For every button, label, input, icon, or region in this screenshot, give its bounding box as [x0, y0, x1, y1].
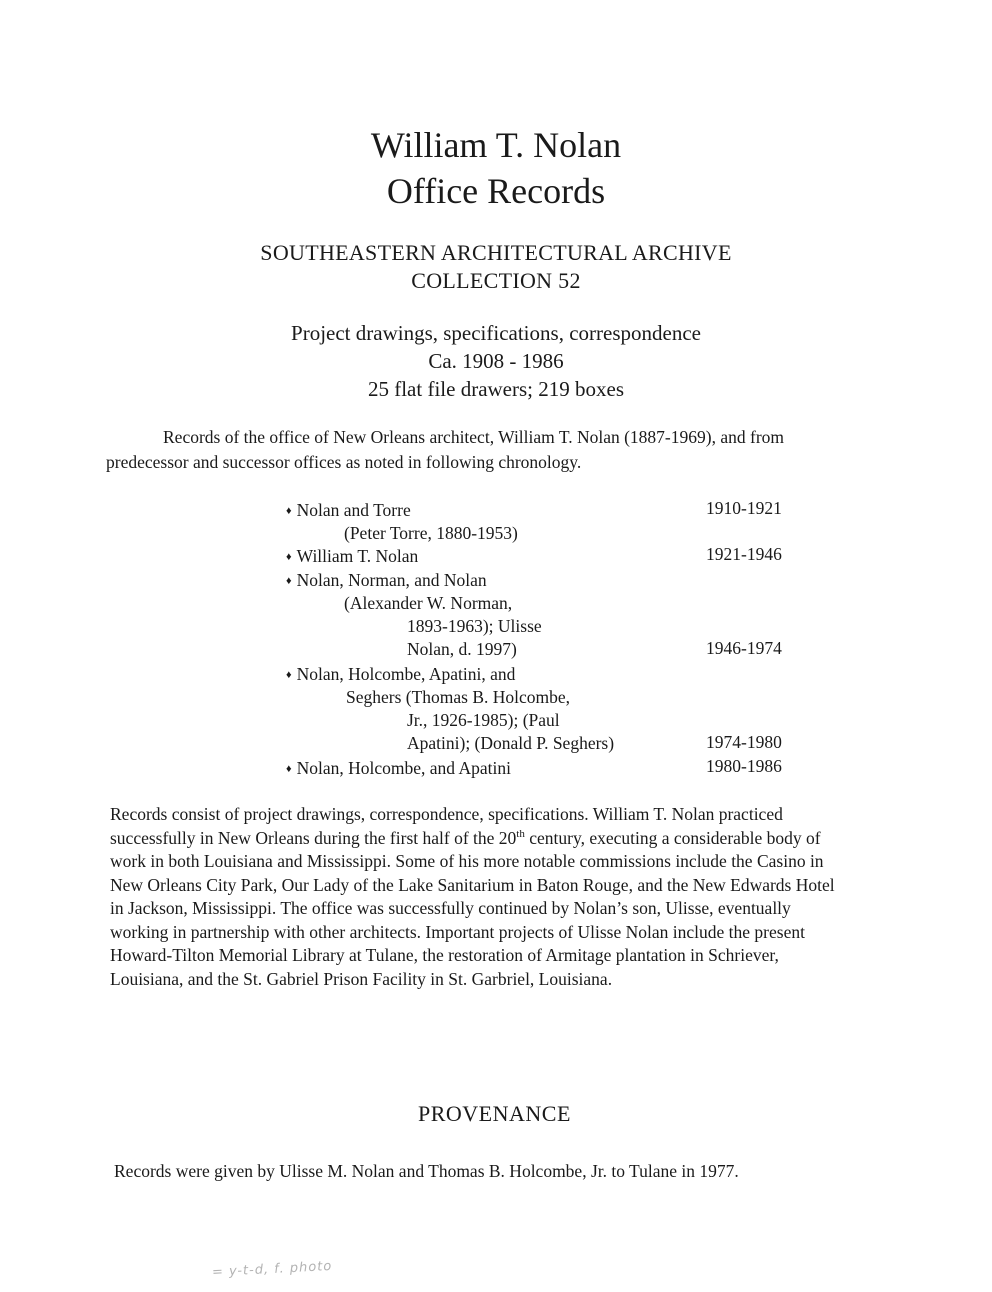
document-title-line-1: William T. Nolan [370, 125, 622, 165]
description-line: successfully in New Orleans during the first half of the 20th century, executing a considerable body of [110, 827, 821, 848]
collection-contents: Project drawings, specifications, correspondence [291, 321, 701, 345]
handwritten-note: = y-t-d, f. photo [211, 1258, 333, 1281]
collection-number: COLLECTION 52 [411, 268, 581, 293]
diamond-bullet-icon: ♦ [286, 551, 292, 563]
diamond-bullet-icon: ♦ [286, 669, 292, 681]
diamond-bullet-icon: ♦ [286, 763, 292, 775]
firm-years: 1910-1921 [706, 498, 782, 518]
description-line: in Jackson, Mississippi. The office was successfully continued by Nolan’s son, Ulisse, eventually [110, 898, 791, 918]
description-line: work in both Louisiana and Mississippi. Some of his more notable commissions include the Casino in [110, 851, 824, 871]
superscript-th: th [516, 827, 525, 840]
provenance-text: Records were given by Ulisse M. Nolan and Thomas B. Holcombe, Jr. to Tulane in 1977. [114, 1161, 739, 1181]
firm-name: Nolan, Holcombe, and Apatini [296, 758, 511, 778]
firm-years: 1946-1974 [706, 638, 782, 658]
firm-years: 1980-1986 [706, 756, 782, 776]
description-line: working in partnership with other architects. Important projects of Ulisse Nolan include the present [110, 921, 805, 942]
firm-detail: Seghers (Thomas B. Holcombe, [346, 687, 571, 707]
firm-name: Nolan and Torre [296, 500, 411, 520]
firm-name: Nolan, Holcombe, Apatini, and [296, 664, 516, 684]
description-line: Louisiana, and the St. Gabriel Prison Facility in St. Garbriel, Louisiana. [110, 968, 613, 989]
chronology-entry [286, 545, 418, 572]
firm-detail: (Alexander W. Norman, [344, 593, 513, 613]
diamond-bullet-icon: ♦ [286, 505, 292, 517]
diamond-bullet-icon: ♦ [286, 575, 292, 587]
firm-name: Nolan, Norman, and Nolan [296, 570, 487, 590]
archive-name: SOUTHEASTERN ARCHITECTURAL ARCHIVE [260, 240, 732, 265]
collection-dates: Ca. 1908 - 1986 [428, 349, 564, 373]
description-line: Records consist of project drawings, correspondence, specifications. William T. Nolan practiced [110, 804, 783, 824]
firm-years: 1974-1980 [706, 732, 782, 752]
firm-detail: Nolan, d. 1997) [407, 639, 517, 659]
firm-detail: (Peter Torre, 1880-1953) [344, 523, 518, 543]
intro-line-2: predecessor and successor offices as noted in following chronology. [106, 452, 582, 472]
firm-years: 1921-1946 [706, 544, 782, 564]
intro-line-1: Records of the office of New Orleans architect, William T. Nolan (1887-1969), and from [163, 427, 785, 447]
collection-extent: 25 flat file drawers; 219 boxes [367, 377, 624, 401]
chronology-entry [286, 757, 511, 784]
firm-detail: 1893-1963); Ulisse [407, 616, 542, 636]
firm-name: William T. Nolan [296, 546, 419, 566]
description-line: Howard-Tilton Memorial Library at Tulane, the restoration of Armitage plantation in Schriever, [110, 945, 779, 965]
description-line: New Orleans City Park, Our Lady of the Lake Sanitarium in Baton Rouge, and the New Edwards Hotel [110, 874, 835, 895]
description-paragraph [110, 803, 940, 991]
provenance-heading: PROVENANCE [418, 1101, 571, 1126]
firm-detail: Apatini); (Donald P. Seghers) [407, 733, 615, 753]
document-title-line-2: Office Records [386, 171, 606, 211]
firm-detail: Jr., 1926-1985); (Paul [407, 710, 560, 730]
